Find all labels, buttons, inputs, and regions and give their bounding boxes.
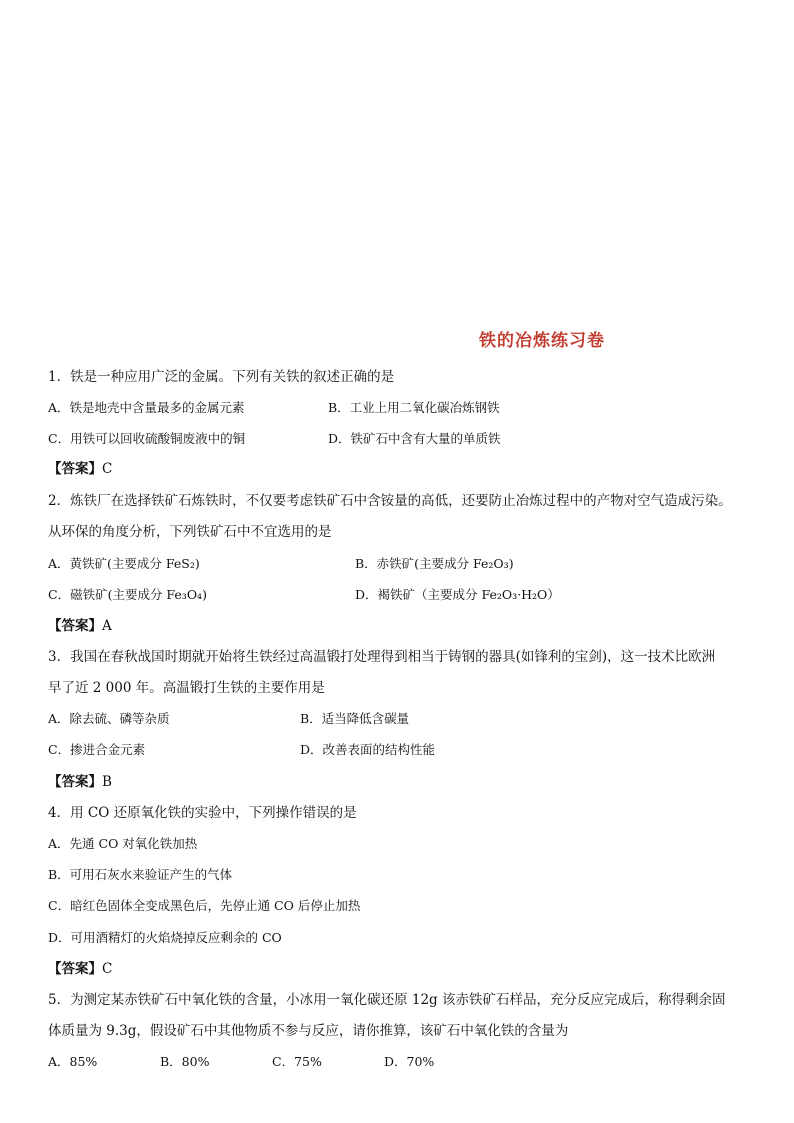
question-3-stem-line-1: 3．我国在春秋战国时期就开始将生铁经过高温锻打处理得到相当于铸钢的器具(如锋利的宝剑)，这一技术比欧洲 — [48, 649, 716, 665]
question-2-option-a: A．黄铁矿(主要成分 FeS₂) — [48, 556, 200, 571]
question-5-option-b: B．80% — [160, 1054, 210, 1069]
answer-value: C — [102, 461, 113, 477]
answer-label: 【答案】 — [48, 774, 102, 790]
question-3-option-b: B．适当降低含碳量 — [300, 711, 410, 726]
question-5-stem-line-2: 体质量为 9.3g，假设矿石中其他物质不参与反应，请你推算，该矿石中氧化铁的含量为 — [48, 1023, 569, 1039]
question-1-option-a: A．铁是地壳中含量最多的金属元素 — [48, 400, 245, 415]
question-4-answer — [48, 960, 112, 978]
question-4-option-b: B．可用石灰水来验证产生的气体 — [48, 867, 233, 882]
question-1-option-d: D．铁矿石中含有大量的单质铁 — [328, 431, 501, 446]
question-2-answer — [48, 617, 112, 635]
answer-label: 【答案】 — [48, 961, 102, 977]
question-5-option-d: D．70% — [384, 1054, 435, 1069]
question-4-option-d: D．可用酒精灯的火焰烧掉反应剩余的 CO — [48, 930, 282, 945]
question-1-option-c: C．用铁可以回收硫酸铜废液中的铜 — [48, 431, 246, 446]
question-2-option-d: D．褐铁矿（主要成分 Fe₂O₃·H₂O） — [355, 587, 560, 602]
answer-value: A — [102, 618, 112, 634]
question-4-option-c: C．暗红色固体全变成黑色后，先停止通 CO 后停止加热 — [48, 898, 361, 913]
answer-label: 【答案】 — [48, 461, 102, 477]
question-5-option-c: C．75% — [272, 1054, 322, 1069]
question-1-option-b: B．工业上用二氧化碳冶炼钢铁 — [328, 400, 500, 415]
question-1-answer — [48, 460, 112, 478]
answer-value: C — [102, 961, 113, 977]
answer-value: B — [102, 774, 112, 790]
question-3-option-a: A．除去硫、磷等杂质 — [48, 711, 170, 726]
question-2-stem-line-1: 2．炼铁厂在选择铁矿石炼铁时，不仅要考虑铁矿石中含铵量的高低，还要防止冶炼过程中的产物对空气造成污染。 — [48, 493, 732, 509]
question-2-option-c: C．磁铁矿(主要成分 Fe₃O₄) — [48, 587, 207, 602]
question-3-option-d: D．改善表面的结构性能 — [300, 742, 436, 757]
page-title: 铁的冶炼练习卷 — [479, 331, 605, 351]
question-3-option-c: C．掺进合金元素 — [48, 742, 146, 757]
question-5-stem-line-1: 5．为测定某赤铁矿石中氧化铁的含量，小冰用一氧化碳还原 12g 该赤铁矿石样品，充分反应完成后，称得剩余固 — [48, 992, 726, 1008]
question-1-stem: 1．铁是一种应用广泛的金属。下列有关铁的叙述正确的是 — [48, 369, 395, 385]
question-2-option-b: B．赤铁矿(主要成分 Fe₂O₃) — [355, 556, 514, 571]
question-2-stem-line-2: 从环保的角度分析，下列铁矿石中不宜选用的是 — [48, 524, 332, 540]
question-3-stem-line-2: 早了近 2 000 年。高温锻打生铁的主要作用是 — [48, 680, 325, 696]
question-4-option-a: A．先通 CO 对氧化铁加热 — [48, 836, 198, 851]
question-3-answer — [48, 773, 112, 791]
question-4-stem: 4．用 CO 还原氧化铁的实验中，下列操作错误的是 — [48, 805, 357, 821]
question-5-option-a: A．85% — [48, 1054, 98, 1069]
answer-label: 【答案】 — [48, 618, 102, 634]
